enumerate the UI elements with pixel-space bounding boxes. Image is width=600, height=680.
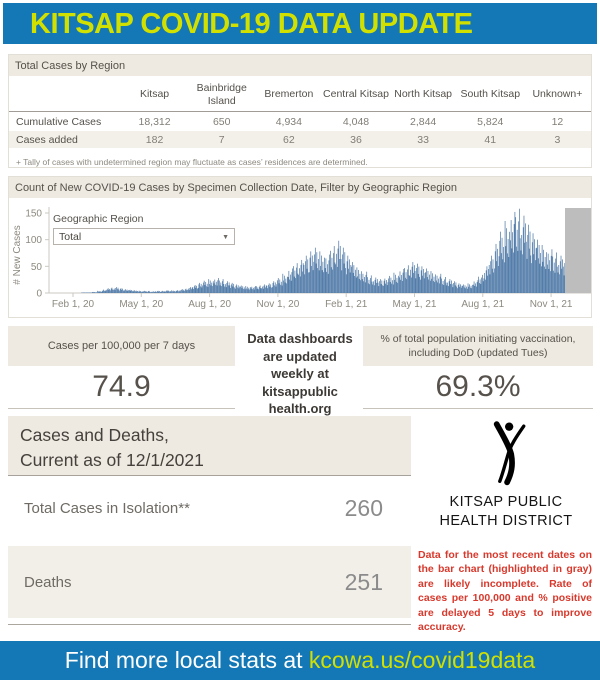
region-column-header: Central Kitsap <box>323 88 389 101</box>
table-cell: 18,312 <box>138 115 171 128</box>
svg-text:100: 100 <box>25 235 42 247</box>
filter-label: Geographic Region <box>53 213 144 225</box>
region-table <box>9 78 591 148</box>
header-banner <box>3 3 597 44</box>
svg-text:May 1, 20: May 1, 20 <box>119 299 164 310</box>
table-cell: 33 <box>417 133 429 146</box>
svg-text:Nov 1, 20: Nov 1, 20 <box>256 299 300 310</box>
region-column-header: North Kitsap <box>394 88 453 101</box>
cases-deaths-section <box>8 416 411 625</box>
table-cell: 36 <box>350 133 362 146</box>
vaccination-card <box>363 326 593 409</box>
vaccination-label: % of total population initiating vaccination, including DoD (updated Tues) <box>363 326 593 366</box>
geographic-region-filter <box>53 213 243 245</box>
page-title: KITSAP COVID-19 DATA UPDATE <box>30 8 473 40</box>
svg-text:0: 0 <box>36 288 42 300</box>
vaccination-value: 69.3% <box>435 370 521 403</box>
table-cell: 62 <box>283 133 295 146</box>
table-cell: 2,844 <box>409 115 437 128</box>
chart-title: Count of New COVID-19 Cases by Specimen Collection Date, Filter by Geographic Region <box>9 177 591 198</box>
table-cell: 650 <box>212 115 231 128</box>
region-section-title: Total Cases by Region <box>9 55 591 76</box>
table-cell: 4,048 <box>342 115 370 128</box>
chevron-down-icon: ▼ <box>222 234 229 241</box>
isolation-value: 260 <box>344 494 383 521</box>
region-table-header-row <box>9 78 591 112</box>
isolation-row <box>8 476 411 540</box>
table-cell: 41 <box>484 133 497 146</box>
deaths-label: Deaths <box>24 573 72 591</box>
deaths-value: 251 <box>344 568 383 595</box>
row-label: Cases added <box>16 133 78 146</box>
svg-text:Feb 1, 20: Feb 1, 20 <box>51 299 95 310</box>
cases-rate-card <box>8 326 235 409</box>
svg-text:Nov 1, 21: Nov 1, 21 <box>529 299 573 310</box>
cases-rate-label: Cases per 100,000 per 7 days <box>8 326 235 366</box>
cases-deaths-title: Cases and Deaths, Current as of 12/1/2021 <box>8 416 411 476</box>
table-row <box>9 131 591 148</box>
isolation-label: Total Cases in Isolation** <box>24 499 190 517</box>
svg-text:50: 50 <box>30 261 42 273</box>
region-column-header: South Kitsap <box>460 88 521 101</box>
region-column-header: Kitsap <box>139 88 170 101</box>
svg-text:Aug 1, 21: Aug 1, 21 <box>461 299 505 310</box>
svg-text:Feb 1, 21: Feb 1, 21 <box>325 299 368 310</box>
svg-text:May 1, 21: May 1, 21 <box>392 299 437 310</box>
table-cell: 5,824 <box>477 115 504 128</box>
region-column-header: Unknown+ <box>532 88 583 101</box>
region-column-header: Bremerton <box>264 88 314 101</box>
footer-banner <box>0 641 600 680</box>
cases-chart-section <box>8 176 592 318</box>
table-cell: 182 <box>145 133 164 146</box>
kphd-logo <box>418 420 594 531</box>
deaths-row <box>8 546 411 618</box>
table-cell: 3 <box>554 133 561 146</box>
region-column-header: Bainbridge Island <box>196 82 247 107</box>
logo-org-name: KITSAP PUBLIC HEALTH DISTRICT <box>439 494 573 529</box>
footer-link[interactable]: kcowa.us/covid19data <box>308 647 536 673</box>
cases-rate-value: 74.9 <box>92 370 151 403</box>
svg-text:150: 150 <box>25 208 42 220</box>
update-note: Data dashboards are updated weekly at kitsappublic health.org <box>247 331 353 416</box>
table-cell: 4,934 <box>275 115 302 128</box>
row-label: Cumulative Cases <box>16 115 102 128</box>
person-figure-icon <box>451 420 561 486</box>
svg-text:Aug 1, 20: Aug 1, 20 <box>188 299 232 310</box>
recent-data-disclaimer: Data for the most recent dates on the bar chart (highlighted in gray) are likely incomplete. Rate of cases per 100,000 and % positive are delayed 5 days to improve accuracy. <box>418 549 592 634</box>
table-cell: 12 <box>551 115 564 128</box>
total-cases-by-region-section <box>8 54 592 168</box>
svg-text:# New Cases: # New Cases <box>12 225 23 285</box>
region-dropdown-value: Total <box>59 230 82 243</box>
table-row <box>9 112 591 131</box>
table-cell: 7 <box>218 133 225 146</box>
footer-text: Find more local stats at <box>64 647 309 673</box>
region-dropdown[interactable] <box>53 228 235 245</box>
region-table-footnote: + Tally of cases with undetermined region may fluctuate as cases’ residences are determined. <box>16 157 368 167</box>
